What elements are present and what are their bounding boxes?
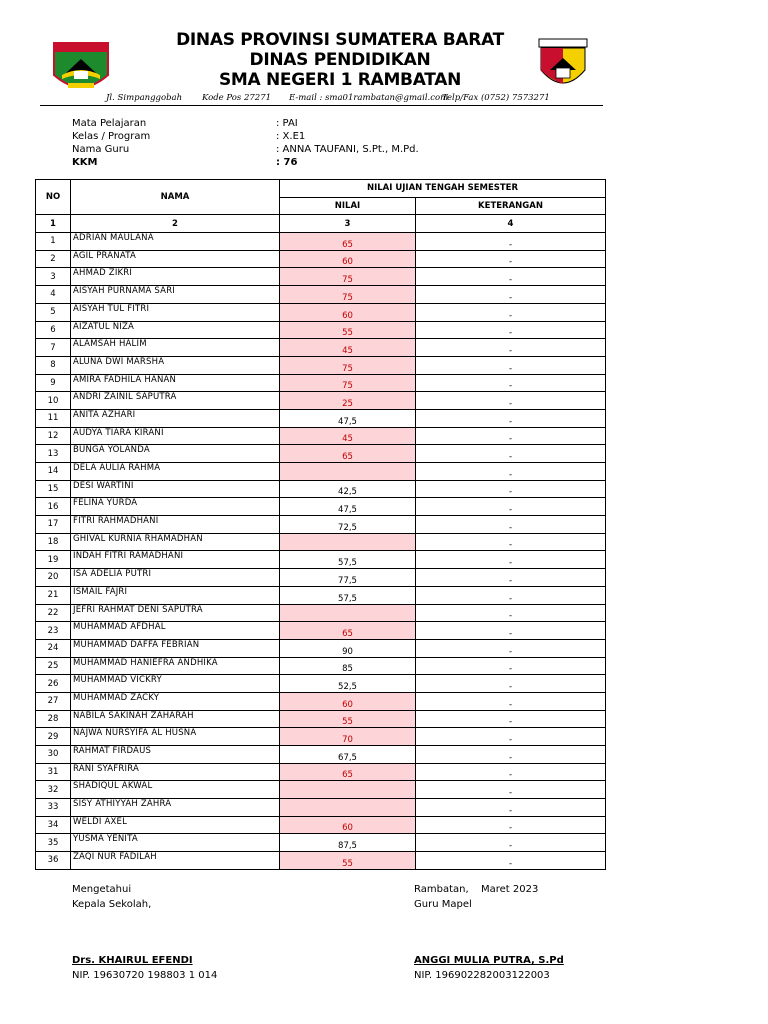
table-row — [36, 551, 606, 569]
note-cell: - — [416, 799, 606, 817]
principal-name: Drs. KHAIRUL EFENDI — [72, 955, 193, 966]
student-name: YUSMA YENITA — [71, 834, 280, 852]
table-row — [36, 480, 606, 498]
student-name: SHADIQUL AKWAL — [71, 781, 280, 799]
note-cell: - — [416, 604, 606, 622]
row-number: 33 — [36, 799, 71, 817]
student-name: ISA ADELIA PUTRI — [71, 569, 280, 587]
row-number: 21 — [36, 586, 71, 604]
score-cell: 47,5 — [280, 498, 416, 516]
student-name: WELDI AXEL — [71, 816, 280, 834]
note-cell: - — [416, 710, 606, 728]
row-number: 36 — [36, 852, 71, 870]
score-cell: 87,5 — [280, 834, 416, 852]
row-number: 13 — [36, 445, 71, 463]
table-row — [36, 622, 606, 640]
score-cell: 25 — [280, 392, 416, 410]
row-number: 31 — [36, 763, 71, 781]
note-cell: - — [416, 675, 606, 693]
row-number: 11 — [36, 409, 71, 427]
sumatera-barat-logo — [52, 41, 110, 93]
row-number: 27 — [36, 692, 71, 710]
table-row — [36, 463, 606, 481]
note-cell: - — [416, 816, 606, 834]
table-row — [36, 692, 606, 710]
score-cell: 45 — [280, 339, 416, 357]
principal-nip: NIP. 19630720 198803 1 014 — [72, 970, 218, 981]
score-cell: 60 — [280, 816, 416, 834]
student-name: FELINA YURDA — [71, 498, 280, 516]
note-cell: - — [416, 852, 606, 870]
note-cell: - — [416, 303, 606, 321]
col-index: 4 — [416, 215, 606, 233]
table-row — [36, 286, 606, 304]
class-label: Kelas / Program — [72, 131, 151, 142]
note-cell: - — [416, 763, 606, 781]
row-number: 7 — [36, 339, 71, 357]
note-cell: - — [416, 569, 606, 587]
principal-title: Kepala Sekolah, — [72, 899, 152, 910]
school-email: E-mail : sma01rambatan@gmail.com — [289, 93, 449, 103]
note-cell: - — [416, 586, 606, 604]
student-name: ZAQI NUR FADILAH — [71, 852, 280, 870]
note-cell: - — [416, 551, 606, 569]
note-cell: - — [416, 781, 606, 799]
table-row — [36, 816, 606, 834]
agency-title: DINAS PROVINSI SUMATERA BARAT — [176, 30, 504, 50]
row-number: 23 — [36, 622, 71, 640]
student-name: ADRIAN MAULANA — [71, 233, 280, 251]
row-number: 3 — [36, 268, 71, 286]
note-cell: - — [416, 268, 606, 286]
row-number: 5 — [36, 303, 71, 321]
score-cell: 85 — [280, 657, 416, 675]
row-number: 28 — [36, 710, 71, 728]
student-name: DESI WARTINI — [71, 480, 280, 498]
table-row — [36, 657, 606, 675]
kkm-label: KKM — [72, 157, 98, 168]
col-note-header: KETERANGAN — [416, 197, 606, 215]
table-row — [36, 586, 606, 604]
row-number: 14 — [36, 463, 71, 481]
student-name: AUDYA TIARA KIRANI — [71, 427, 280, 445]
letterhead — [0, 0, 768, 110]
table-row — [36, 321, 606, 339]
col-index: 2 — [71, 215, 280, 233]
note-cell: - — [416, 409, 606, 427]
sign-place: Rambatan, — [414, 884, 469, 895]
note-cell: - — [416, 498, 606, 516]
score-cell: 55 — [280, 321, 416, 339]
sign-date: Maret 2023 — [481, 884, 539, 895]
student-name: ANDRI ZAINIL SAPUTRA — [71, 392, 280, 410]
table-row — [36, 445, 606, 463]
row-number: 19 — [36, 551, 71, 569]
teacher-label: Nama Guru — [72, 144, 130, 155]
table-row — [36, 604, 606, 622]
score-cell — [280, 533, 416, 551]
note-cell: - — [416, 692, 606, 710]
score-cell: 75 — [280, 374, 416, 392]
row-number: 35 — [36, 834, 71, 852]
score-cell: 72,5 — [280, 516, 416, 534]
student-name: RAHMAT FIRDAUS — [71, 746, 280, 764]
score-cell: 57,5 — [280, 551, 416, 569]
table-row — [36, 233, 606, 251]
student-name: DELA AULIA RAHMA — [71, 463, 280, 481]
acknowledge-label: Mengetahui — [72, 884, 132, 895]
student-name: GHIVAL KURNIA RHAMADHAN — [71, 533, 280, 551]
note-cell: - — [416, 657, 606, 675]
score-cell: 42,5 — [280, 480, 416, 498]
teacher-role: Guru Mapel — [414, 899, 472, 910]
student-name: RANI SYAFRIRA — [71, 763, 280, 781]
score-cell: 77,5 — [280, 569, 416, 587]
col-index: 1 — [36, 215, 71, 233]
score-cell: 60 — [280, 303, 416, 321]
row-number: 8 — [36, 356, 71, 374]
kkm-value: : 76 — [276, 157, 298, 168]
score-cell: 60 — [280, 692, 416, 710]
table-row — [36, 781, 606, 799]
score-cell: 55 — [280, 710, 416, 728]
col-group-header: NILAI UJIAN TENGAH SEMESTER — [280, 180, 606, 198]
score-cell — [280, 604, 416, 622]
student-name: MUHAMMAD HANIEFRA ANDHIKA — [71, 657, 280, 675]
table-row — [36, 799, 606, 817]
score-cell: 47,5 — [280, 409, 416, 427]
row-number: 2 — [36, 250, 71, 268]
table-row — [36, 409, 606, 427]
student-name: BUNGA YOLANDA — [71, 445, 280, 463]
row-number: 16 — [36, 498, 71, 516]
row-number: 30 — [36, 746, 71, 764]
class-value: : X.E1 — [276, 131, 306, 142]
table-row — [36, 639, 606, 657]
note-cell: - — [416, 746, 606, 764]
student-name: MUHAMMAD VICKRY — [71, 675, 280, 693]
score-cell: 75 — [280, 286, 416, 304]
score-cell: 90 — [280, 639, 416, 657]
student-name: NABILA SAKINAH ZAHARAH — [71, 710, 280, 728]
student-name: NAJWA NURSYIFA AL HUSNA — [71, 728, 280, 746]
score-cell: 75 — [280, 356, 416, 374]
table-row — [36, 852, 606, 870]
student-name: MUHAMMAD AFDHAL — [71, 622, 280, 640]
note-cell: - — [416, 286, 606, 304]
row-number: 34 — [36, 816, 71, 834]
teacher-signature-name: ANGGI MULIA PUTRA, S.Pd — [414, 955, 564, 966]
note-cell: - — [416, 321, 606, 339]
student-name: AIZATUL NIZA — [71, 321, 280, 339]
note-cell: - — [416, 834, 606, 852]
score-cell: 70 — [280, 728, 416, 746]
student-name: SISY ATHIYYAH ZAHRA — [71, 799, 280, 817]
school-title: SMA NEGERI 1 RAMBATAN — [218, 70, 462, 90]
table-row — [36, 728, 606, 746]
row-number: 9 — [36, 374, 71, 392]
table-row — [36, 498, 606, 516]
table-row — [36, 303, 606, 321]
row-number: 12 — [36, 427, 71, 445]
student-name: MUHAMMAD DAFFA FEBRIAN — [71, 639, 280, 657]
col-name-header: NAMA — [71, 180, 280, 215]
subject-value: : PAI — [276, 118, 298, 129]
row-number: 18 — [36, 533, 71, 551]
note-cell: - — [416, 374, 606, 392]
score-cell — [280, 799, 416, 817]
score-cell: 57,5 — [280, 586, 416, 604]
row-number: 10 — [36, 392, 71, 410]
note-cell: - — [416, 533, 606, 551]
row-number: 4 — [36, 286, 71, 304]
note-cell: - — [416, 445, 606, 463]
student-name: AMIRA FADHILA HANAN — [71, 374, 280, 392]
score-cell: 45 — [280, 427, 416, 445]
row-number: 15 — [36, 480, 71, 498]
row-number: 32 — [36, 781, 71, 799]
row-number: 6 — [36, 321, 71, 339]
score-rows — [36, 233, 606, 870]
note-cell: - — [416, 463, 606, 481]
department-title: DINAS PENDIDIKAN — [249, 50, 431, 70]
postal-code: Kode Pos 27271 — [202, 93, 272, 103]
student-name: AHMAD ZIKRI — [71, 268, 280, 286]
note-cell: - — [416, 339, 606, 357]
student-name: ISMAIL FAJRI — [71, 586, 280, 604]
row-number: 24 — [36, 639, 71, 657]
note-cell: - — [416, 480, 606, 498]
table-row — [36, 675, 606, 693]
row-number: 22 — [36, 604, 71, 622]
table-row — [36, 268, 606, 286]
teacher-nip: NIP. 196902282003122003 — [414, 970, 550, 981]
score-table — [35, 179, 606, 870]
school-phone: Telp/Fax (0752) 7573271 — [442, 93, 550, 103]
student-name: JEFRI RAHMAT DENI SAPUTRA — [71, 604, 280, 622]
table-row — [36, 356, 606, 374]
teacher-value: : ANNA TAUFANI, S.Pt., M.Pd. — [276, 144, 419, 155]
table-row — [36, 339, 606, 357]
student-name: AGIL PRANATA — [71, 250, 280, 268]
student-name: ANITA AZHARI — [71, 409, 280, 427]
col-no-header: NO — [36, 180, 71, 215]
score-cell: 55 — [280, 852, 416, 870]
table-row — [36, 569, 606, 587]
table-row — [36, 250, 606, 268]
table-row — [36, 392, 606, 410]
table-row — [36, 516, 606, 534]
table-row — [36, 374, 606, 392]
score-cell: 65 — [280, 622, 416, 640]
score-cell: 65 — [280, 233, 416, 251]
table-row — [36, 763, 606, 781]
note-cell: - — [416, 250, 606, 268]
note-cell: - — [416, 728, 606, 746]
subject-label: Mata Pelajaran — [72, 118, 147, 129]
note-cell: - — [416, 516, 606, 534]
student-name: INDAH FITRI RAMADHANI — [71, 551, 280, 569]
note-cell: - — [416, 622, 606, 640]
col-score-header: NILAI — [280, 197, 416, 215]
score-cell: 67,5 — [280, 746, 416, 764]
letterhead-titles — [130, 30, 550, 90]
note-cell: - — [416, 233, 606, 251]
student-name: ALUNA DWI MARSHA — [71, 356, 280, 374]
score-cell: 52,5 — [280, 675, 416, 693]
student-name: AISYAH PURNAMA SARI — [71, 286, 280, 304]
table-row — [36, 710, 606, 728]
table-row — [36, 834, 606, 852]
table-row — [36, 746, 606, 764]
school-address: Jl. Simpanggobah — [106, 93, 183, 103]
header-divider — [40, 105, 603, 106]
table-row — [36, 533, 606, 551]
score-cell: 65 — [280, 763, 416, 781]
row-number: 20 — [36, 569, 71, 587]
row-number: 29 — [36, 728, 71, 746]
row-number: 17 — [36, 516, 71, 534]
note-cell: - — [416, 639, 606, 657]
score-cell — [280, 781, 416, 799]
student-name: MUHAMMAD ZACKY — [71, 692, 280, 710]
score-cell: 65 — [280, 445, 416, 463]
note-cell: - — [416, 356, 606, 374]
score-cell: 60 — [280, 250, 416, 268]
row-number: 26 — [36, 675, 71, 693]
student-name: FITRI RAHMADHANI — [71, 516, 280, 534]
student-name: AISYAH TUL FITRI — [71, 303, 280, 321]
col-index: 3 — [280, 215, 416, 233]
row-number: 1 — [36, 233, 71, 251]
table-row — [36, 427, 606, 445]
note-cell: - — [416, 427, 606, 445]
score-cell: 75 — [280, 268, 416, 286]
score-cell — [280, 463, 416, 481]
student-name: ALAMSAH HALIM — [71, 339, 280, 357]
note-cell: - — [416, 392, 606, 410]
row-number: 25 — [36, 657, 71, 675]
